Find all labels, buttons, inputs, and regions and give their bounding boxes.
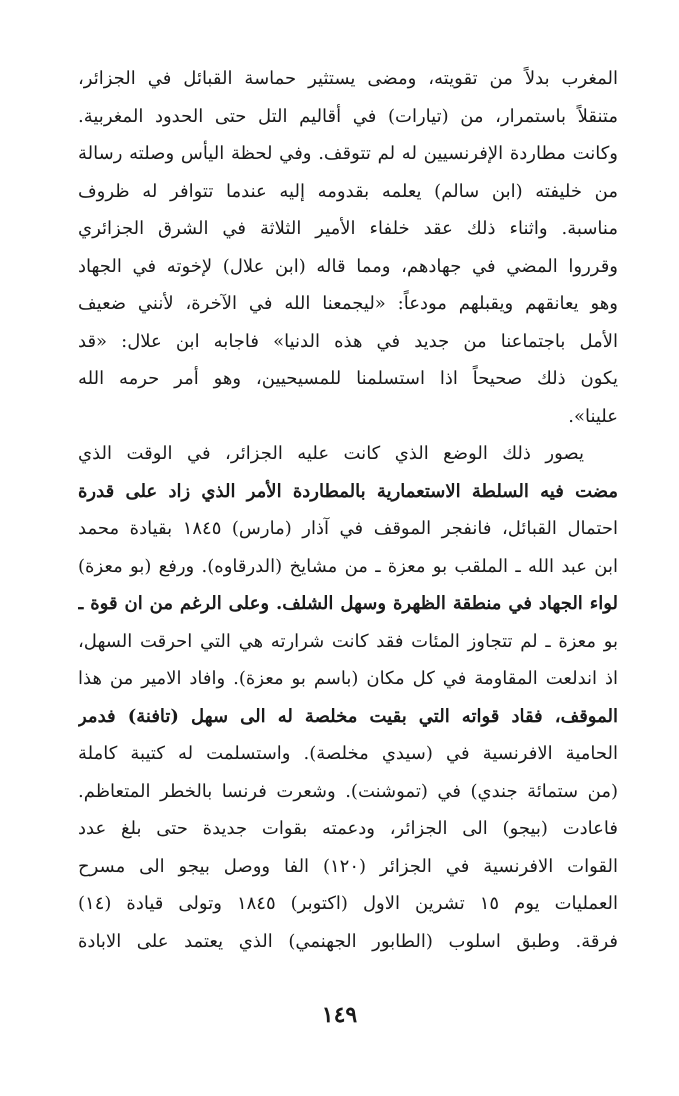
text-line: يصور ذلك الوضع الذي كانت عليه الجزائر، في الوقت الذي <box>78 443 584 464</box>
text-line: من خليفته (ابن سالم) يعلمه بقدومه إليه عندما تتوافر له ظروف <box>78 180 618 202</box>
text-line: الموقف، فقاد قواته التي بقيت مخلصة له الى سهل (تافنة) فدمر <box>78 705 618 727</box>
text-line: احتمال القبائل، فانفجر الموقف في آذار (مارس) ١٨٤٥ بقيادة محمد <box>78 518 618 539</box>
text-line: مضت فيه السلطة الاستعمارية بالمطاردة الأمر الذي زاد على قدرة <box>78 480 618 502</box>
text-line: الأمل باجتماعنا من جديد في هذه الدنيا» فاجابه ابن علال: «قد <box>78 330 618 352</box>
text-line: متنقلاً باستمرار، من (تيارات) في أقاليم التل حتى الحدود المغربية. <box>78 105 618 127</box>
text-line: العمليات يوم ١٥ تشرين الاول (اكتوبر) ١٨٤٥ وتولى قيادة (١٤) <box>78 893 618 914</box>
text-line: وقرروا المضي في جهادهم، ومما قاله (ابن علال) لإخوته في الجهاد <box>78 255 618 277</box>
text-line: (من ستمائة جندي) في (تموشنت). وشعرت فرنسا بالخطر المتعاظم. <box>78 780 618 802</box>
text-line: لواء الجهاد في منطقة الظهرة وسهل الشلف. وعلى الرغم من ان قوة ـ <box>78 593 618 614</box>
text-line: اذ اندلعت المقاومة في كل مكان (باسم بو معزة). وافاد الامير من هذا <box>78 668 618 689</box>
text-line: بو معزة ـ لم تتجاوز المئات فقد كانت شرارته هي التي احرقت السهل، <box>78 630 618 652</box>
text-line: يكون ذلك صحيحاً اذا استسلمنا للمسيحيين، وهو أمر حرمه الله <box>78 368 618 389</box>
text-line: الحامية الافرنسية في (سيدي مخلصة). واستسلمت له كتيبة كاملة <box>78 743 618 764</box>
text-line: وكانت مطاردة الإفرنسيين له لم تتوقف. وفي لحظة اليأس وصلته رسالة <box>78 143 618 164</box>
text-line: ابن عبد الله ـ الملقب بو معزة ـ من مشايخ (الدرقاوه). ورفع (بو معزة) <box>78 555 618 577</box>
page-number: ١٤٩ <box>321 1002 358 1028</box>
text-line: القوات الافرنسية في الجزائر (١٢٠) الفا ووصل بيجو الى مسرح <box>78 855 618 877</box>
text-line: مناسبة. واثناء ذلك عقد خلفاء الأمير الثلاثة في الشرق الجزائري <box>78 218 618 239</box>
text-line: فاعادت (بيجو) الى الجزائر، ودعمته بقوات جديدة حتى بلغ عدد <box>78 818 618 839</box>
body-text <box>78 60 618 960</box>
text-line: علينا». <box>568 405 618 427</box>
text-line: المغرب بدلاً من تقويته، ومضى يستثير حماسة القبائل في الجزائر، <box>78 68 618 89</box>
text-line: فرقة. وطبق اسلوب (الطابور الجهنمي) الذي يعتمد على الابادة <box>78 930 618 952</box>
text-line: وهو يعانقهم ويقبلهم مودعاً: «ليجمعنا الله في الآخرة، لأنني ضعيف <box>78 293 618 314</box>
